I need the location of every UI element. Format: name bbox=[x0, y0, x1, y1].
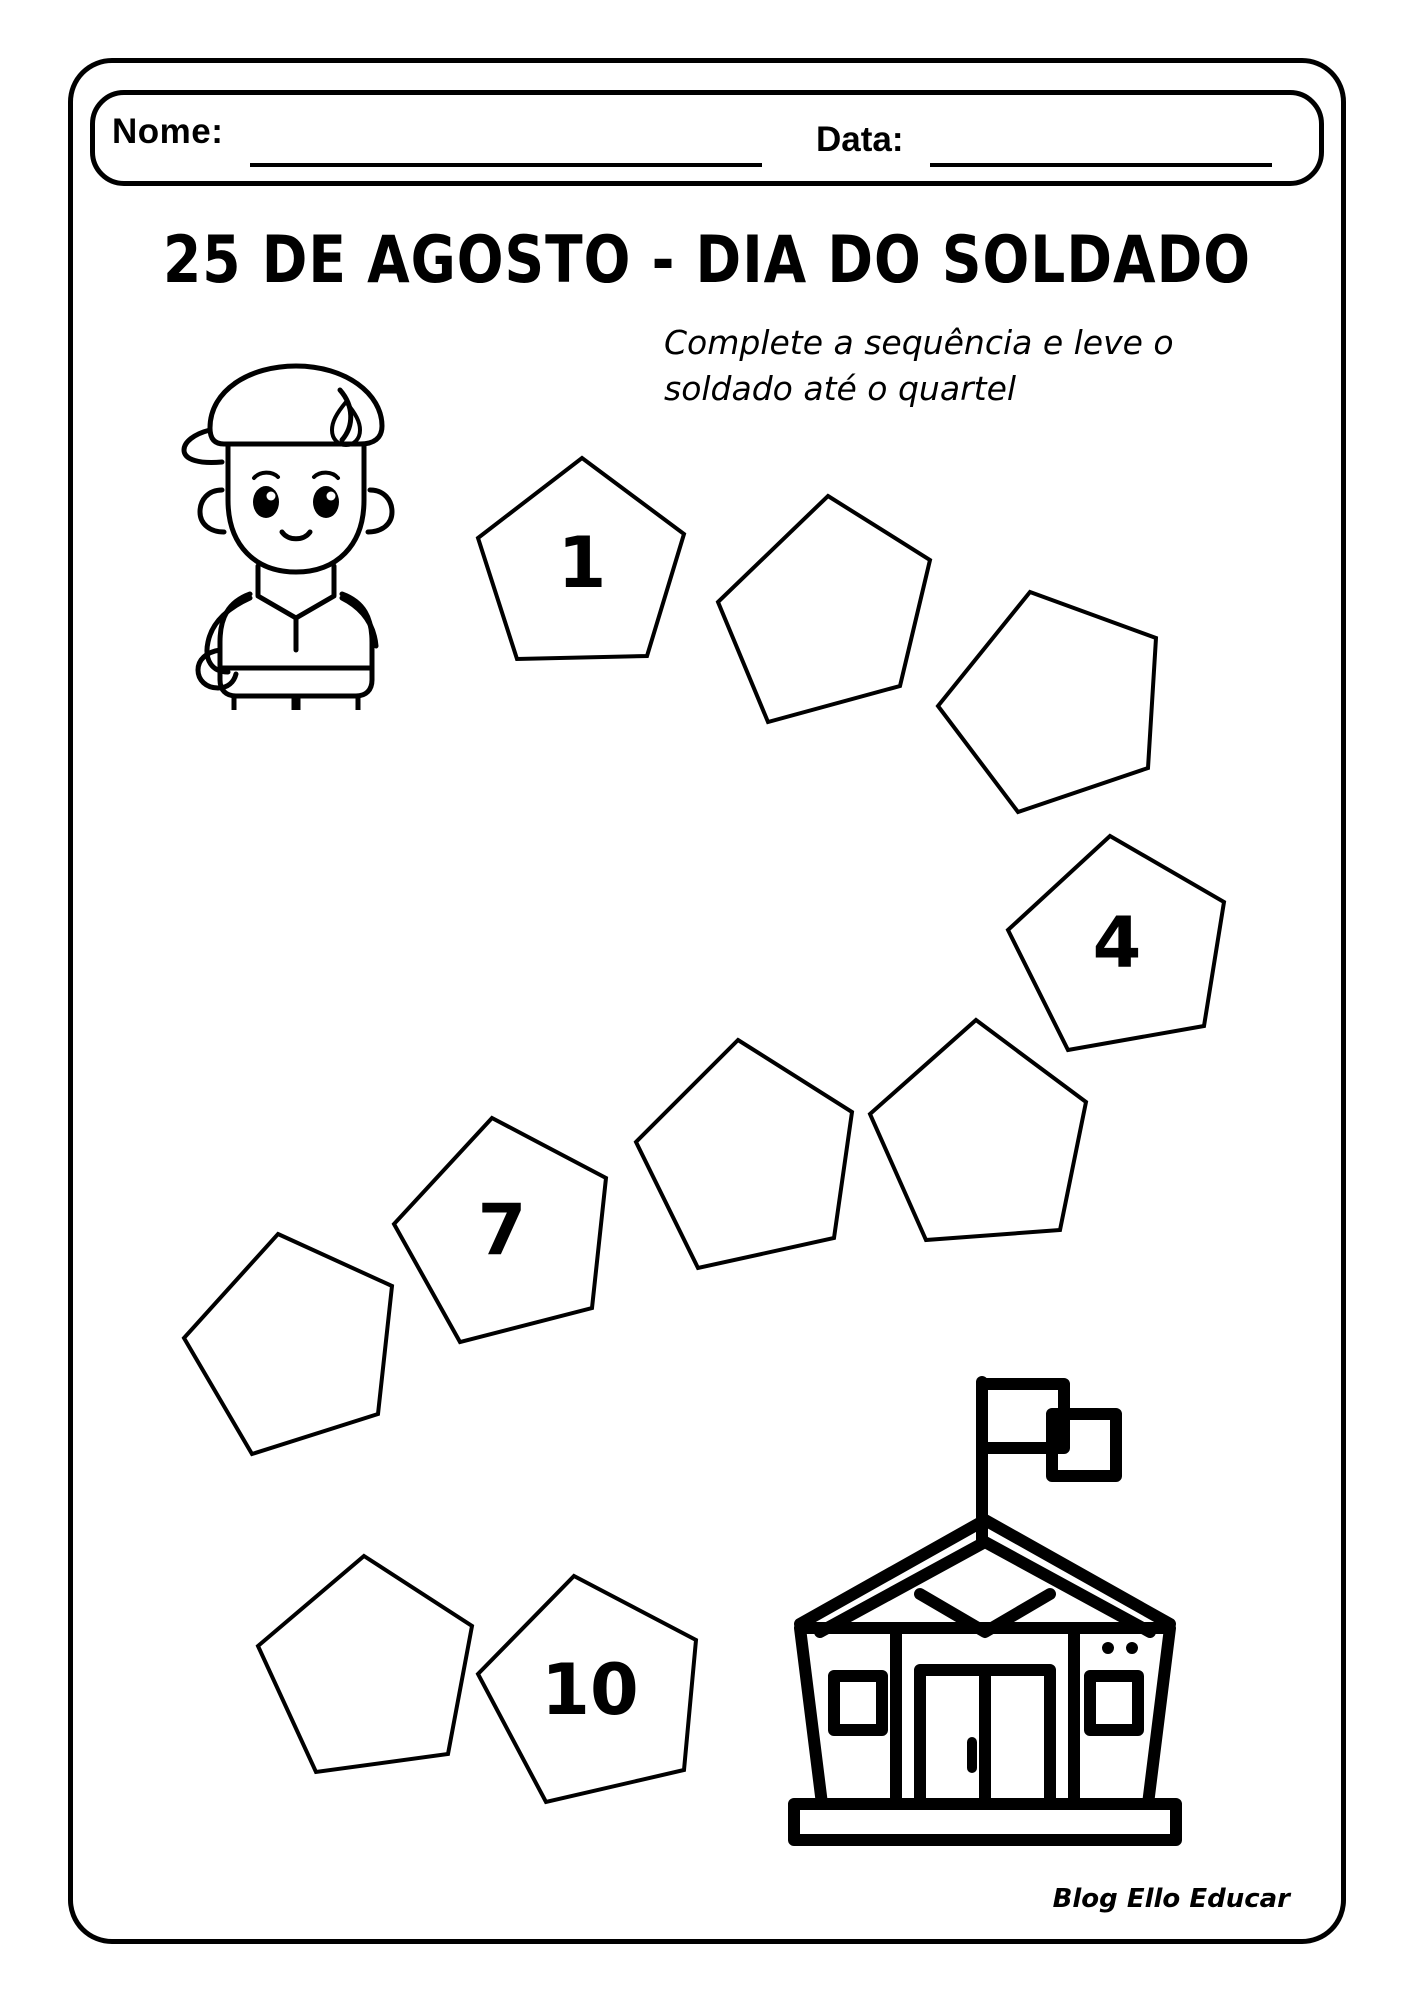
sequence-cell-1[interactable] bbox=[472, 452, 692, 674]
sequence-cell-5[interactable] bbox=[864, 1014, 1096, 1252]
sequence-cell-7[interactable] bbox=[388, 1112, 616, 1348]
sequence-cell-6[interactable] bbox=[630, 1034, 862, 1274]
student-info-box bbox=[90, 90, 1324, 186]
name-field-label: Nome: bbox=[112, 112, 224, 151]
date-field-line[interactable] bbox=[930, 163, 1272, 167]
soldier-icon bbox=[150, 350, 440, 710]
barracks-icon bbox=[760, 1370, 1210, 1860]
page-title: 25 DE AGOSTO - DIA DO SOLDADO bbox=[163, 222, 1251, 298]
sequence-cell-10[interactable] bbox=[470, 1570, 710, 1810]
sequence-cell-7-label: 7 bbox=[477, 1189, 527, 1271]
instruction-text: Complete a sequência e leve o soldado até o quartel bbox=[664, 323, 1174, 408]
sequence-cell-4-label: 4 bbox=[1092, 902, 1142, 984]
sequence-cell-9[interactable] bbox=[252, 1550, 480, 1782]
name-field-line[interactable] bbox=[250, 163, 762, 167]
date-field-label: Data: bbox=[816, 120, 904, 159]
sequence-cell-3[interactable] bbox=[930, 586, 1162, 818]
sequence-cell-8[interactable] bbox=[178, 1228, 400, 1460]
sequence-cell-1-label: 1 bbox=[557, 522, 607, 604]
sequence-cell-2[interactable] bbox=[710, 490, 936, 732]
credit-text: Blog Ello Educar bbox=[1052, 1884, 1290, 1914]
sequence-cell-10-label: 10 bbox=[541, 1649, 639, 1731]
